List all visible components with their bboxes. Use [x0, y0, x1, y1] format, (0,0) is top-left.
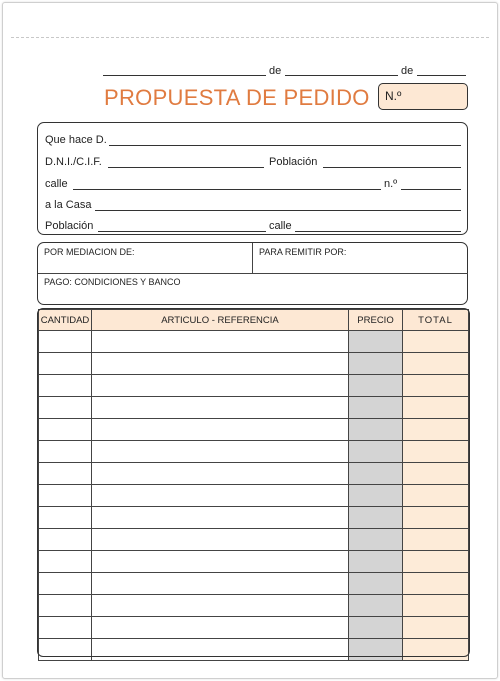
table-row [39, 463, 469, 485]
cantidad-cell[interactable] [39, 617, 92, 639]
cantidad-cell[interactable] [39, 595, 92, 617]
cantidad-cell[interactable] [39, 529, 92, 551]
numero-line[interactable] [401, 189, 461, 190]
perforation-line [11, 37, 489, 38]
precio-cell[interactable] [349, 529, 403, 551]
precio-cell[interactable] [349, 463, 403, 485]
table-row [39, 639, 469, 661]
articulo-cell[interactable] [92, 397, 349, 419]
total-cell[interactable] [403, 397, 469, 419]
articulo-cell[interactable] [92, 617, 349, 639]
cantidad-cell[interactable] [39, 573, 92, 595]
precio-cell[interactable] [349, 353, 403, 375]
cantidad-cell[interactable] [39, 441, 92, 463]
poblacion-line-2[interactable] [98, 231, 266, 232]
precio-cell[interactable] [349, 551, 403, 573]
table-row [39, 419, 469, 441]
cantidad-cell[interactable] [39, 485, 92, 507]
table-row [39, 617, 469, 639]
articulo-cell[interactable] [92, 573, 349, 595]
calle-line-2[interactable] [295, 231, 461, 232]
a-la-casa-line[interactable] [95, 210, 461, 211]
table-row [39, 529, 469, 551]
articulo-cell[interactable] [92, 375, 349, 397]
order-number-label: N.º [385, 89, 402, 103]
total-cell[interactable] [403, 331, 469, 353]
cantidad-cell[interactable] [39, 463, 92, 485]
precio-cell[interactable] [349, 573, 403, 595]
table-row [39, 595, 469, 617]
date-year-line[interactable] [417, 75, 466, 76]
cantidad-cell[interactable] [39, 331, 92, 353]
date-day-line[interactable] [103, 75, 266, 76]
que-hace-label: Que hace D. [45, 134, 107, 146]
mediacion-label: POR MEDIACION DE: [44, 247, 135, 257]
table-row [39, 551, 469, 573]
articulo-cell[interactable] [92, 485, 349, 507]
articulo-cell[interactable] [92, 419, 349, 441]
date-de-label-1: de [269, 65, 282, 77]
table-row [39, 397, 469, 419]
articulo-cell[interactable] [92, 353, 349, 375]
cantidad-cell[interactable] [39, 507, 92, 529]
dni-label: D.N.I./C.I.F. [45, 156, 102, 168]
remitir-label: PARA REMITIR POR: [259, 247, 347, 257]
precio-cell[interactable] [349, 397, 403, 419]
total-cell[interactable] [403, 617, 469, 639]
total-cell[interactable] [403, 595, 469, 617]
order-form-sheet [2, 2, 498, 679]
items-header-row [39, 310, 469, 331]
cantidad-cell[interactable] [39, 419, 92, 441]
cantidad-cell[interactable] [39, 353, 92, 375]
total-cell[interactable] [403, 639, 469, 661]
col-total: TOTAL [403, 310, 469, 331]
cantidad-cell[interactable] [39, 639, 92, 661]
table-row [39, 507, 469, 529]
a-la-casa-label: a la Casa [45, 199, 92, 211]
precio-cell[interactable] [349, 595, 403, 617]
total-cell[interactable] [403, 507, 469, 529]
terms-divider-horizontal [38, 273, 468, 274]
articulo-cell[interactable] [92, 595, 349, 617]
total-cell[interactable] [403, 573, 469, 595]
items-table [38, 309, 469, 661]
cantidad-cell[interactable] [39, 397, 92, 419]
precio-cell[interactable] [349, 375, 403, 397]
poblacion-label-2: Población [45, 220, 94, 232]
col-articulo: ARTICULO - REFERENCIA [92, 310, 349, 331]
precio-cell[interactable] [349, 441, 403, 463]
table-row [39, 573, 469, 595]
table-row [39, 353, 469, 375]
page-title: PROPUESTA DE PEDIDO [104, 85, 370, 110]
total-cell[interactable] [403, 485, 469, 507]
precio-cell[interactable] [349, 331, 403, 353]
precio-cell[interactable] [349, 507, 403, 529]
col-cantidad: CANTIDAD [39, 310, 92, 331]
cantidad-cell[interactable] [39, 551, 92, 573]
precio-cell[interactable] [349, 639, 403, 661]
table-row [39, 441, 469, 463]
table-row [39, 375, 469, 397]
articulo-cell[interactable] [92, 639, 349, 661]
terms-divider-vertical [252, 243, 253, 274]
articulo-cell[interactable] [92, 441, 349, 463]
table-row [39, 331, 469, 353]
total-cell[interactable] [403, 551, 469, 573]
articulo-cell[interactable] [92, 529, 349, 551]
total-cell[interactable] [403, 441, 469, 463]
date-de-label-2: de [401, 65, 414, 77]
col-precio: PRECIO [349, 310, 403, 331]
articulo-cell[interactable] [92, 463, 349, 485]
articulo-cell[interactable] [92, 551, 349, 573]
que-hace-line[interactable] [109, 145, 461, 146]
precio-cell[interactable] [349, 419, 403, 441]
total-cell[interactable] [403, 529, 469, 551]
total-cell[interactable] [403, 463, 469, 485]
total-cell[interactable] [403, 375, 469, 397]
poblacion-label-1: Población [269, 156, 318, 168]
poblacion-line-1[interactable] [323, 167, 461, 168]
calle-label-1: calle [45, 178, 68, 190]
order-number-field[interactable] [378, 83, 468, 110]
articulo-cell[interactable] [92, 331, 349, 353]
calle-line-1[interactable] [73, 189, 381, 190]
precio-cell[interactable] [349, 485, 403, 507]
dni-line[interactable] [108, 167, 264, 168]
cantidad-cell[interactable] [39, 375, 92, 397]
date-month-line[interactable] [285, 75, 398, 76]
total-cell[interactable] [403, 419, 469, 441]
total-cell[interactable] [403, 353, 469, 375]
table-row [39, 485, 469, 507]
calle-label-2: calle [269, 220, 292, 232]
pago-label: PAGO: CONDICIONES Y BANCO [44, 277, 181, 287]
precio-cell[interactable] [349, 617, 403, 639]
numero-label: n.º [384, 178, 398, 190]
articulo-cell[interactable] [92, 507, 349, 529]
